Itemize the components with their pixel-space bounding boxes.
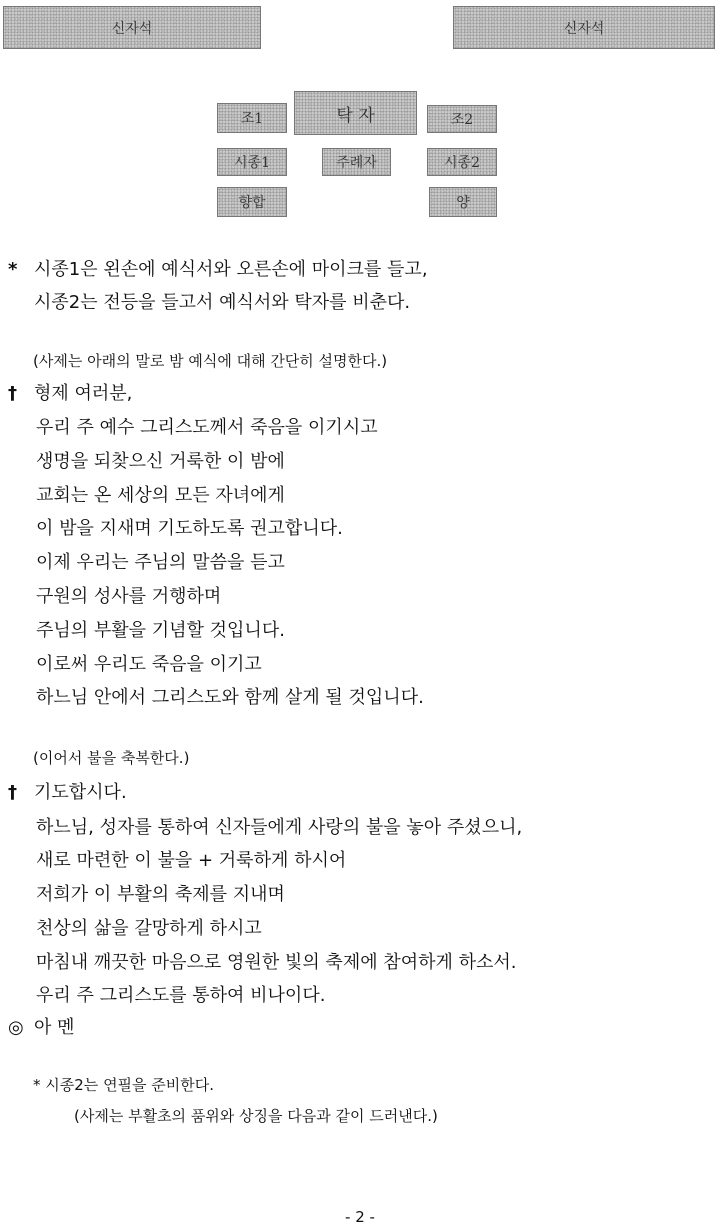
assistant2-label: 조2 <box>450 112 474 128</box>
altar-label: 탁 자 <box>336 105 375 126</box>
address-line-2: 생명을 되찾으신 거룩한 이 밤에 <box>36 451 285 472</box>
address-line-8: 이로써 우리도 죽음을 이기고 <box>36 654 262 675</box>
prayer-line-5: 마침내 깨끗한 마음으로 영원한 빛의 축제에 참여하게 하소서. <box>36 952 517 973</box>
seat-label-right: 신자석 <box>563 20 605 37</box>
server1-label: 시종1 <box>234 155 270 171</box>
candle-box <box>429 187 497 217</box>
incense-label: 향합 <box>238 195 266 211</box>
rubric-line-2 <box>34 291 410 315</box>
bullseye-icon: ◎ <box>8 1017 24 1038</box>
rubric-text-1: 시종1은 왼손에 예식서와 오른손에 마이크를 들고, <box>34 259 428 280</box>
asterisk-icon: * <box>8 259 18 280</box>
page-number: - 2 - <box>345 1208 375 1226</box>
assistant1-label: 조1 <box>240 111 264 127</box>
address-text-0: 형제 여러분, <box>34 383 133 404</box>
prayer-line-0 <box>8 781 127 805</box>
prayer-line-1: 하느님, 성자를 통하여 신자들에게 사랑의 불을 놓아 주셨으니, <box>36 817 523 838</box>
amen-line <box>8 1016 75 1040</box>
address-line-7: 주님의 부활을 기념할 것입니다. <box>36 620 285 641</box>
instruction-3: (사제는 부활초의 품위와 상징을 다음과 같이 드러낸다.) <box>74 1107 438 1125</box>
address-line-4: 이 밤을 지새며 기도하도록 권고합니다. <box>36 518 343 539</box>
address-line-0 <box>8 382 132 406</box>
assistant1-box <box>217 103 287 133</box>
prayer-line-2: 새로 마련한 이 불을 + 거룩하게 하시어 <box>36 850 347 871</box>
amen-text: 아 멘 <box>34 1017 75 1038</box>
candle-label: 양 <box>456 195 470 211</box>
prayer-text-0: 기도합시다. <box>34 782 127 803</box>
celebrant-label: 주례자 <box>336 155 377 171</box>
rubric-line-3 <box>33 1073 214 1097</box>
assistant2-box <box>427 105 497 133</box>
celebrant-box <box>322 148 391 176</box>
altar-box <box>294 91 417 135</box>
address-line-9: 하느님 안에서 그리스도와 함께 살게 될 것입니다. <box>36 687 424 708</box>
rubric-line-1 <box>8 258 428 282</box>
instruction-2: (이어서 불을 축복한다.) <box>33 749 190 767</box>
server2-box <box>427 148 497 176</box>
server1-box <box>217 148 287 176</box>
prayer-line-6: 우리 주 그리스도를 통하여 비나이다. <box>36 985 326 1006</box>
address-line-3: 교회는 온 세상의 모든 자녀에게 <box>36 485 285 506</box>
seat-box-right <box>453 6 715 49</box>
seat-box-left <box>3 6 261 49</box>
seat-label-left: 신자석 <box>111 20 153 37</box>
instruction-1: (사제는 아래의 말로 밤 예식에 대해 간단히 설명한다.) <box>33 352 388 370</box>
dagger-icon: † <box>8 782 17 803</box>
dagger-icon: † <box>8 383 17 404</box>
address-line-5: 이제 우리는 주님의 말씀을 듣고 <box>36 552 285 573</box>
server2-label: 시종2 <box>444 155 480 171</box>
rubric-text-3: 시종2는 연필을 준비한다. <box>45 1076 215 1094</box>
address-line-1: 우리 주 예수 그리스도께서 죽음을 이기시고 <box>36 417 378 438</box>
rubric-text-2: 시종2는 전등을 들고서 예식서와 탁자를 비춘다. <box>34 292 411 313</box>
asterisk-icon: * <box>33 1076 46 1094</box>
prayer-line-3: 저희가 이 부활의 축제를 지내며 <box>36 884 285 905</box>
address-line-6: 구원의 성사를 거행하며 <box>36 586 222 607</box>
incense-box <box>217 187 287 217</box>
prayer-line-4: 천상의 삶을 갈망하게 하시고 <box>36 918 262 939</box>
